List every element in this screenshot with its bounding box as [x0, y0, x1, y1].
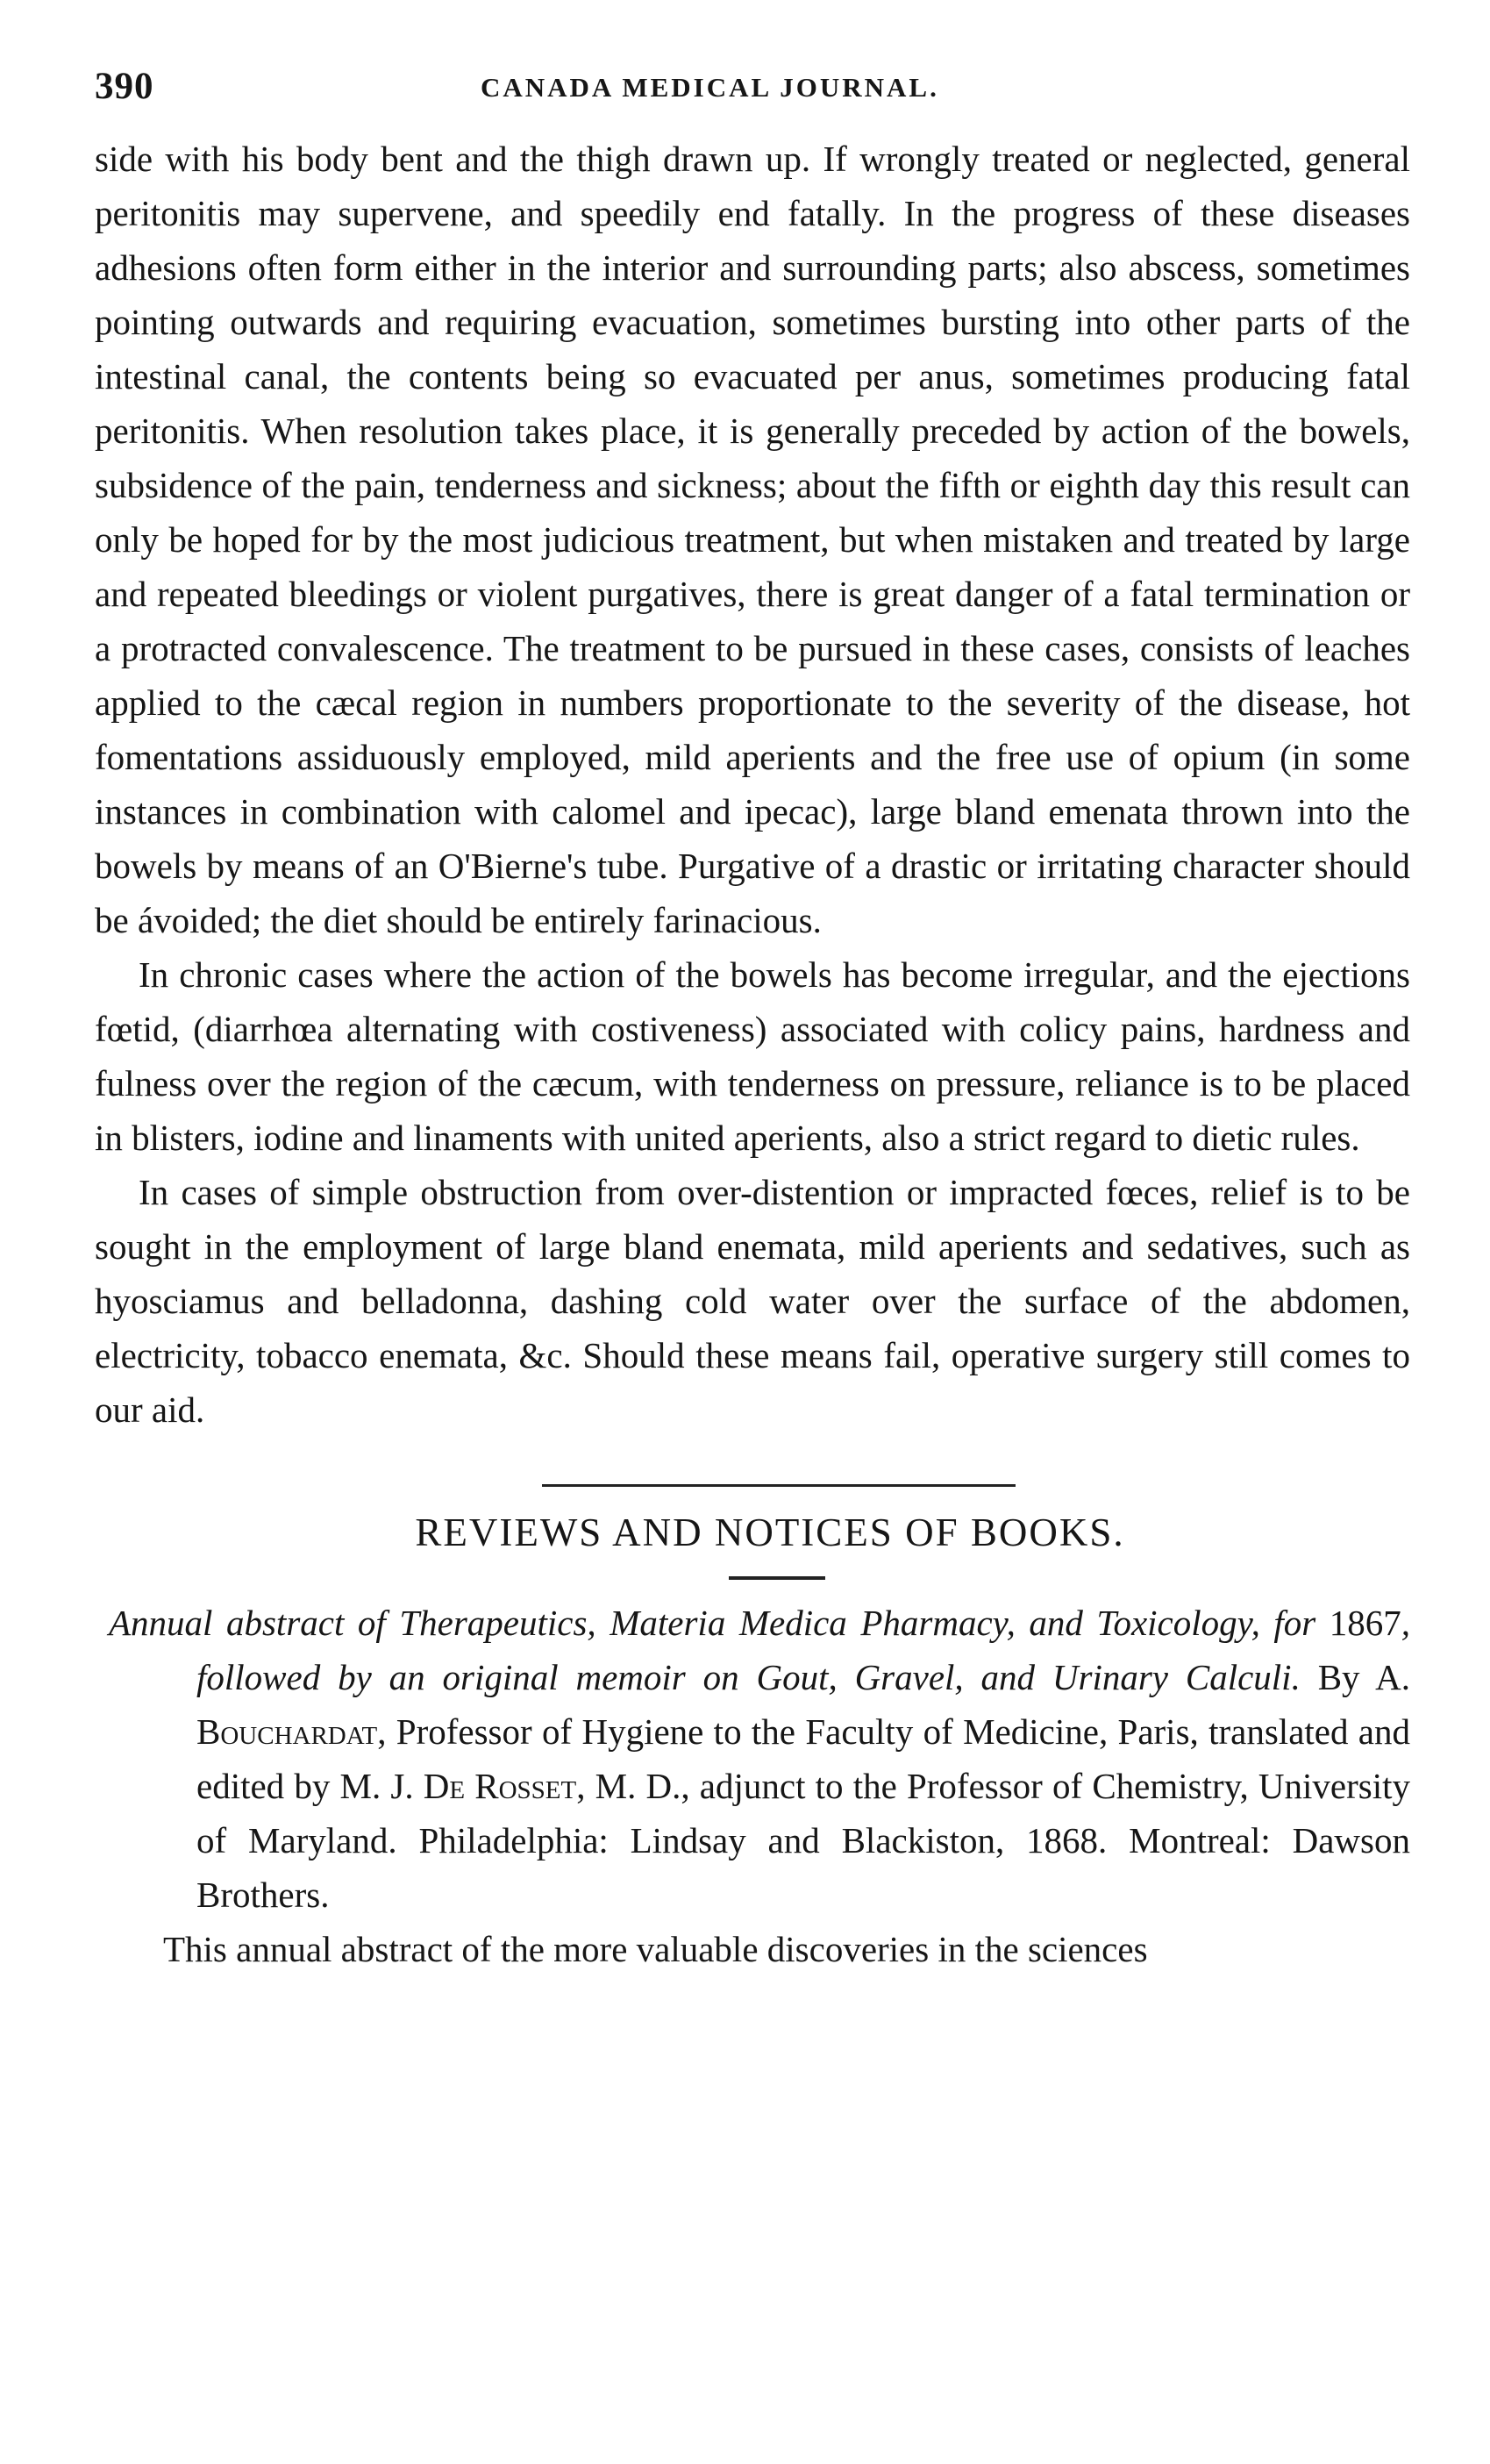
article-body: [95, 132, 1410, 1437]
page-number: 390: [95, 66, 154, 107]
book-year: 1867: [1329, 1603, 1401, 1643]
running-head: [95, 61, 1410, 132]
section-divider-rule: [542, 1484, 1016, 1487]
journal-page: [95, 61, 1410, 1976]
author1-description: , Professor of Hygiene to the Faculty of Medicine, Paris, translated and edited by M. J.: [196, 1711, 1410, 1806]
journal-title: CANADA MEDICAL JOURNAL.: [481, 72, 939, 103]
book-title-part1: Annual abstract of Therapeutics, Materia Medica Pharmacy, and Toxicology, for: [109, 1603, 1316, 1643]
paragraph-chronic-cases: In chronic cases where the action of the bowels has become irregular, and the ejections fœtid, (diarrhœa alternating with costiveness) associated with colicy pains, hardness and fulness over the region of the cæcum, with tenderness on pressure, reliance is to be placed in blisters, iodine and linaments with united aperients, also a strict regard to dietic rules.: [95, 954, 1410, 1158]
heading-underline-rule: [729, 1576, 825, 1580]
author-bouchardat: Bouchardat: [196, 1711, 378, 1752]
book-title-part2: , followed by an original memoir on Gout, Gravel, and Urinary Calculi.: [196, 1603, 1411, 1697]
book-citation: [95, 1596, 1410, 1922]
paragraph-continued: side with his body bent and the thigh drawn up. If wrongly treated or neglected, general peritonitis may supervene, and speedily end fatally. In the progress of these diseases adhesions often form either in the interior and surrounding parts; also abscess, sometimes pointing outwards and requiring evacuation, sometimes bursting into other parts of the intestinal canal, the contents being so evacuated per anus, sometimes producing fatal peritonitis. When resolution takes place, it is generally preceded by action of the bowels, subsidence of the pain, tenderness and sickness; about the fifth or eighth day this result can only be hoped for by the most judicious treatment, but when mistaken and treated by large and repeated bleedings or violent purgatives, there is great danger of a fatal termination or a protracted convalescence. The treatment to be pursued in these cases, consists of leaches applied to the cæcal region in numbers proportionate to the severity of the disease, hot fomentations assiduously employed, mild aperients and the free use of opium (in some instances in combination with calomel and ipecac), large bland emenata thrown into the bowels by means of an O'Bierne's tube. Purgative of a drastic or irritating character should be ávoided; the diet should be entirely farinacious.: [95, 139, 1410, 940]
citation-by: By A.: [1317, 1657, 1410, 1697]
paragraph-simple-obstruction: In cases of simple obstruction from over-distention or impracted fœces, relief is to be sought in the employment of large bland enemata, mild aperients and sedatives, such as hyosciamus and belladonna, dashing cold water over the surface of the abdomen, electricity, tobacco enemata, &c. Should these means fail, operative surgery still comes to our aid.: [95, 1172, 1410, 1430]
review-body-text: This annual abstract of the more valuable discoveries in the sciences: [163, 1929, 1148, 1969]
section-heading: REVIEWS AND NOTICES OF BOOKS.: [415, 1511, 1125, 1554]
author-de-rosset: De Rosset: [423, 1766, 577, 1806]
author2-description: , M. D., adjunct to the Professor of Chemistry, University of Maryland. Philadelphia: Lindsay and Blackiston, 1868. Montreal: Dawson Brothers.: [196, 1766, 1410, 1915]
